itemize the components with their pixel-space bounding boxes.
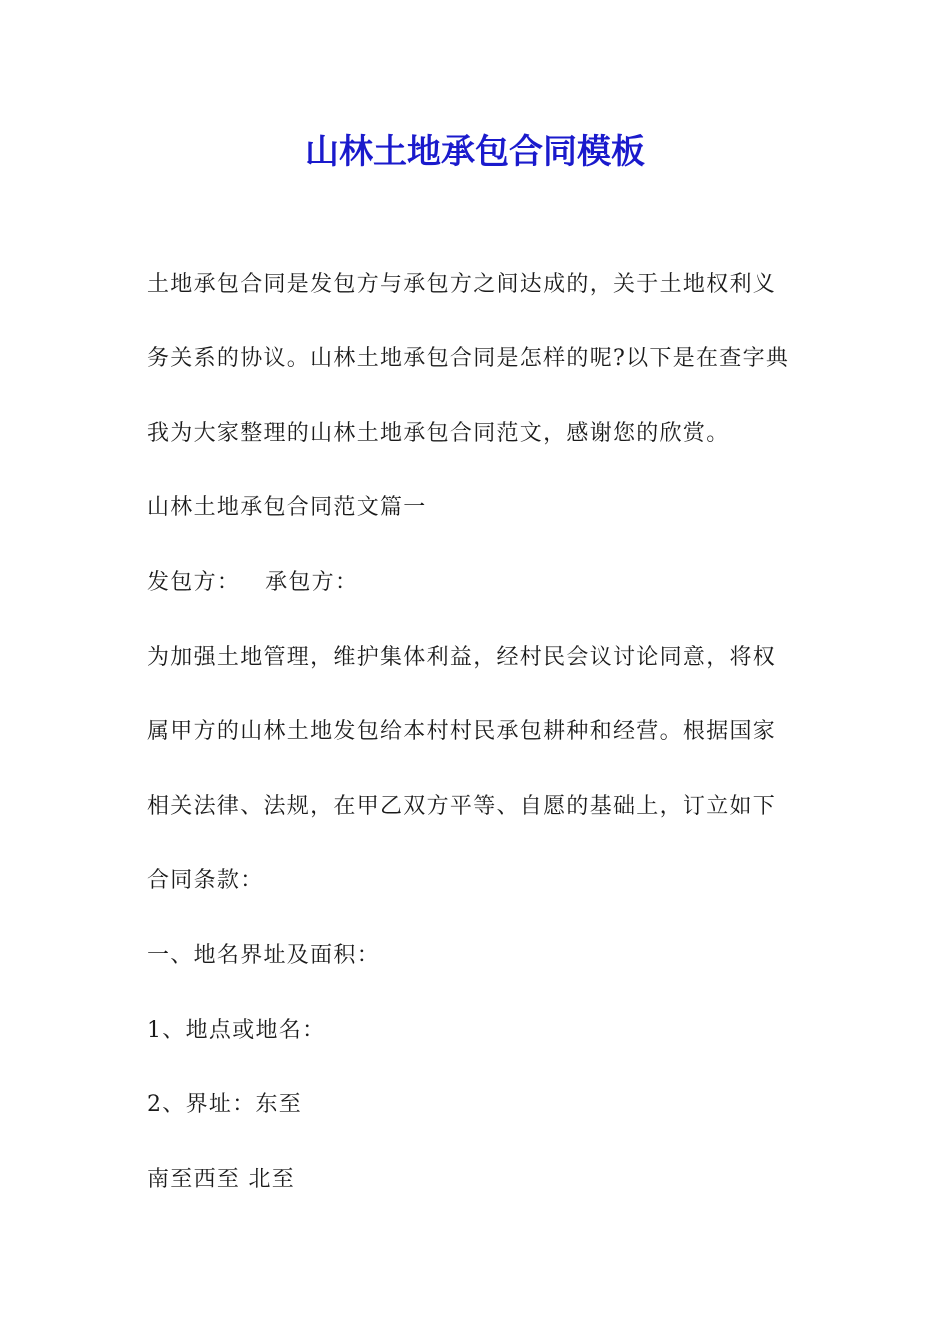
parties-line: 发包方： 承包方： xyxy=(147,570,359,595)
preamble-line-1: 为加强土地管理，维护集体利益，经村民会议讨论同意，将权 xyxy=(147,645,777,670)
clause-item-1: 1、地点或地名： xyxy=(147,1018,326,1043)
section-heading: 山林土地承包合同范文篇一 xyxy=(147,495,427,520)
clause-heading-1: 一、地名界址及面积： xyxy=(147,943,381,968)
intro-line-2: 务关系的协议。山林土地承包合同是怎样的呢?以下是在查字典 xyxy=(147,346,790,371)
preamble-line-3: 相关法律、法规，在甲乙双方平等、自愿的基础上，订立如下 xyxy=(147,794,777,819)
preamble-line-2: 属甲方的山林土地发包给本村村民承包耕种和经营。根据国家 xyxy=(147,719,777,744)
clause-item-2-cont: 南至西至 北至 xyxy=(147,1167,296,1192)
document-title: 山林土地承包合同模板 xyxy=(305,132,645,172)
clause-item-2: 2、界址：东至 xyxy=(147,1092,303,1117)
intro-line-1: 土地承包合同是发包方与承包方之间达成的，关于土地权利义 xyxy=(147,272,777,297)
intro-line-3: 我为大家整理的山林土地承包合同范文，感谢您的欣赏。 xyxy=(147,421,730,446)
preamble-line-4: 合同条款： xyxy=(147,868,264,893)
